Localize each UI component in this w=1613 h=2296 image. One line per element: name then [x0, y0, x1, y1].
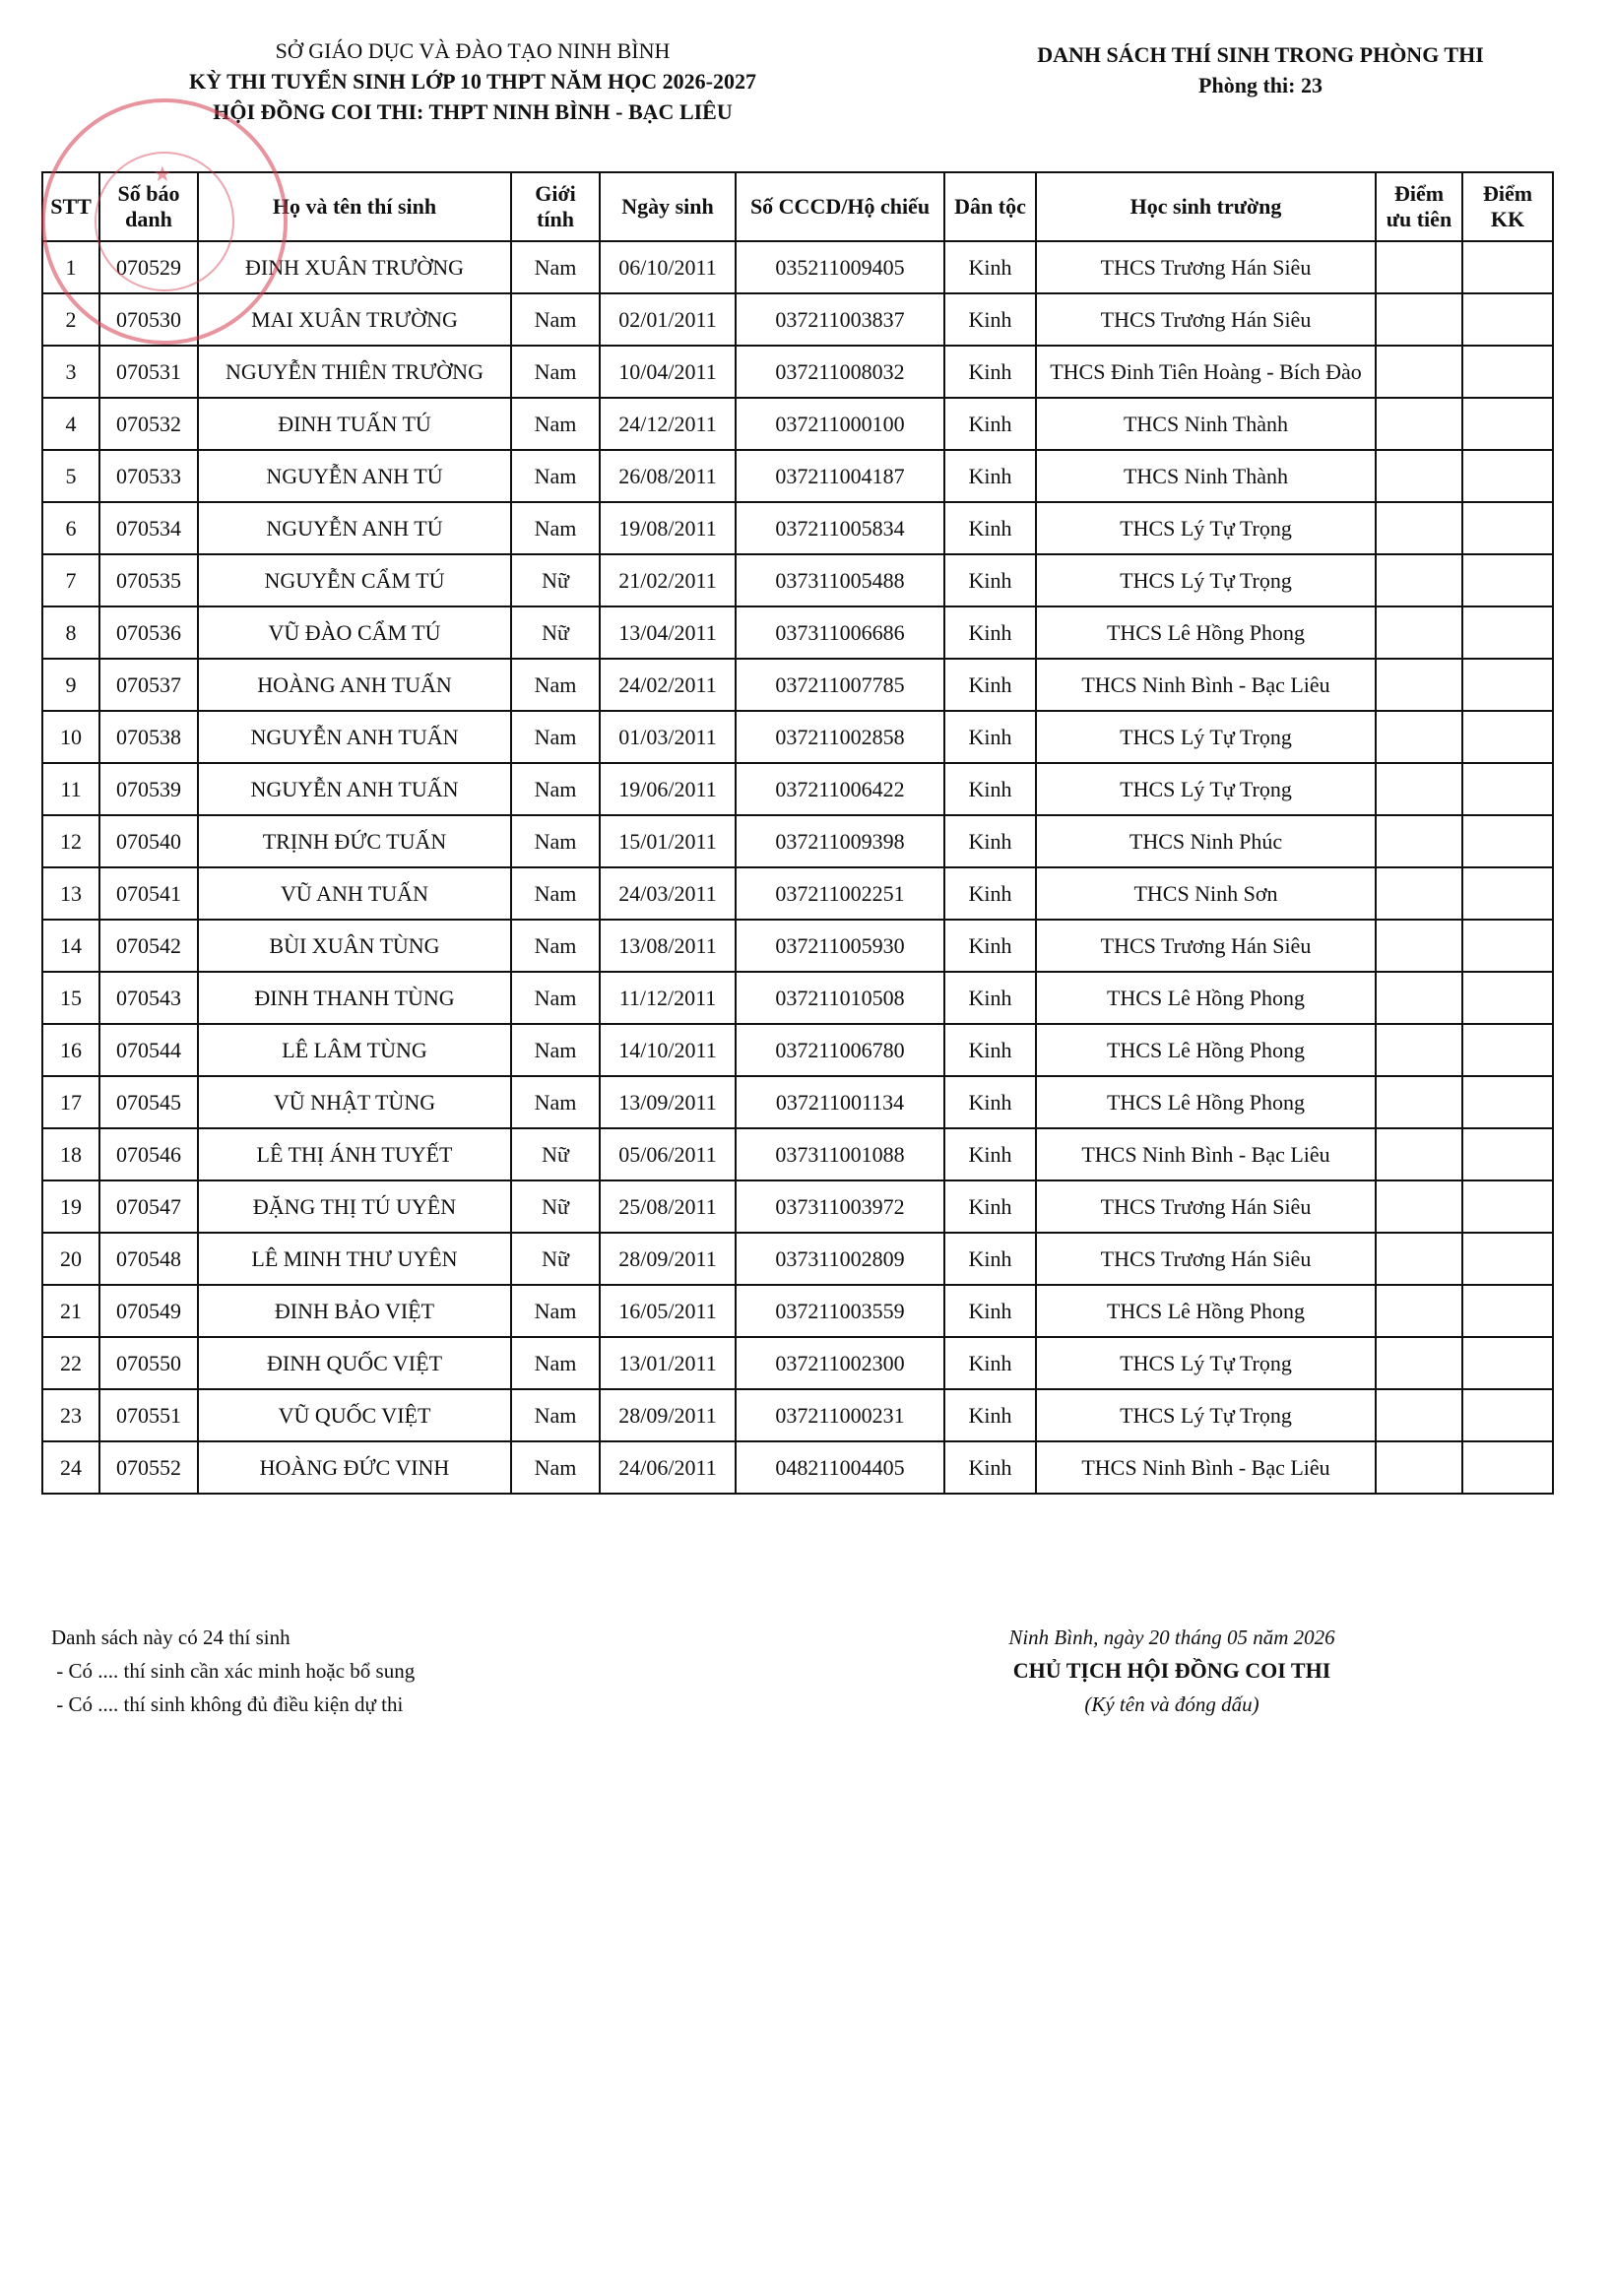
cell-stt: 8 [42, 606, 99, 659]
cell-school: THCS Lê Hồng Phong [1036, 1285, 1376, 1337]
cell-name: ĐINH XUÂN TRƯỜNG [198, 241, 511, 293]
cell-name: ĐẶNG THỊ TÚ UYÊN [198, 1180, 511, 1233]
cell-id: 037211005834 [736, 502, 944, 554]
cell-dob: 24/02/2011 [600, 659, 736, 711]
cell-ethnic: Kinh [944, 606, 1036, 659]
cell-id: 037211000231 [736, 1389, 944, 1441]
cell-stt: 12 [42, 815, 99, 867]
cell-ethnic: Kinh [944, 659, 1036, 711]
header-left [158, 35, 788, 127]
cell-name: HOÀNG ĐỨC VINH [198, 1441, 511, 1494]
cell-stt: 15 [42, 972, 99, 1024]
cell-school: THCS Ninh Thành [1036, 450, 1376, 502]
verification-note: - Có .... thí sinh cần xác minh hoặc bổ sung [51, 1659, 416, 1683]
cell-name: NGUYỄN CẨM TÚ [198, 554, 511, 606]
cell-gender: Nữ [511, 1128, 600, 1180]
cell-name: ĐINH THANH TÙNG [198, 972, 511, 1024]
cell-id: 037211001134 [736, 1076, 944, 1128]
cell-bonus [1462, 450, 1553, 502]
cell-bonus [1462, 711, 1553, 763]
header-right [985, 39, 1536, 100]
cell-name: BÙI XUÂN TÙNG [198, 920, 511, 972]
cell-dob: 11/12/2011 [600, 972, 736, 1024]
cell-ethnic: Kinh [944, 346, 1036, 398]
cell-ethnic: Kinh [944, 450, 1036, 502]
cell-ethnic: Kinh [944, 1389, 1036, 1441]
cell-id: 037211008032 [736, 346, 944, 398]
cell-id: 037211000100 [736, 398, 944, 450]
cell-bonus [1462, 1389, 1553, 1441]
cell-gender: Nam [511, 815, 600, 867]
cell-stt: 3 [42, 346, 99, 398]
cell-sbd: 070547 [99, 1180, 198, 1233]
table-row [42, 711, 1553, 763]
cell-dob: 13/01/2011 [600, 1337, 736, 1389]
cell-gender: Nam [511, 763, 600, 815]
cell-ethnic: Kinh [944, 1441, 1036, 1494]
room-number: Phòng thi: 23 [1198, 73, 1323, 97]
cell-gender: Nam [511, 293, 600, 346]
candidate-count: Danh sách này có 24 thí sinh [51, 1626, 290, 1649]
cell-priority [1376, 502, 1462, 554]
cell-dob: 24/03/2011 [600, 867, 736, 920]
cell-sbd: 070549 [99, 1285, 198, 1337]
cell-name: HOÀNG ANH TUẤN [198, 659, 511, 711]
cell-priority [1376, 1233, 1462, 1285]
cell-ethnic: Kinh [944, 920, 1036, 972]
cell-ethnic: Kinh [944, 554, 1036, 606]
cell-name: NGUYỄN ANH TUẤN [198, 763, 511, 815]
cell-sbd: 070551 [99, 1389, 198, 1441]
cell-stt: 20 [42, 1233, 99, 1285]
cell-gender: Nam [511, 1389, 600, 1441]
cell-bonus [1462, 763, 1553, 815]
cell-priority [1376, 1337, 1462, 1389]
cell-gender: Nam [511, 920, 600, 972]
cell-priority [1376, 606, 1462, 659]
cell-gender: Nam [511, 659, 600, 711]
cell-gender: Nam [511, 346, 600, 398]
cell-priority [1376, 1180, 1462, 1233]
cell-bonus [1462, 920, 1553, 972]
cell-name: NGUYỄN ANH TUẤN [198, 711, 511, 763]
cell-bonus [1462, 867, 1553, 920]
table-row [42, 659, 1553, 711]
cell-school: THCS Lý Tự Trọng [1036, 1389, 1376, 1441]
cell-name: VŨ QUỐC VIỆT [198, 1389, 511, 1441]
cell-gender: Nữ [511, 554, 600, 606]
cell-priority [1376, 1389, 1462, 1441]
cell-ethnic: Kinh [944, 1337, 1036, 1389]
cell-gender: Nam [511, 241, 600, 293]
table-row [42, 1233, 1553, 1285]
cell-gender: Nam [511, 450, 600, 502]
cell-dob: 16/05/2011 [600, 1285, 736, 1337]
cell-school: THCS Đinh Tiên Hoàng - Bích Đào [1036, 346, 1376, 398]
cell-sbd: 070552 [99, 1441, 198, 1494]
col-priority: Điểm ưu tiên [1376, 172, 1462, 241]
signer-role: CHỦ TỊCH HỘI ĐỒNG COI THI [1012, 1658, 1331, 1683]
cell-sbd: 070541 [99, 867, 198, 920]
cell-gender: Nam [511, 1076, 600, 1128]
cell-id: 037211003837 [736, 293, 944, 346]
cell-id: 037211005930 [736, 920, 944, 972]
table-row [42, 1441, 1553, 1494]
table-row [42, 920, 1553, 972]
col-sbd: Số báo danh [99, 172, 198, 241]
cell-bonus [1462, 398, 1553, 450]
cell-dob: 21/02/2011 [600, 554, 736, 606]
council-name: HỘI ĐỒNG COI THI: THPT NINH BÌNH - BẠC LIÊU [213, 99, 733, 124]
cell-stt: 4 [42, 398, 99, 450]
table-row [42, 972, 1553, 1024]
table-row [42, 1337, 1553, 1389]
cell-stt: 24 [42, 1441, 99, 1494]
cell-priority [1376, 1285, 1462, 1337]
cell-bonus [1462, 815, 1553, 867]
cell-ethnic: Kinh [944, 1024, 1036, 1076]
cell-school: THCS Trương Hán Siêu [1036, 241, 1376, 293]
table-row [42, 1076, 1553, 1128]
cell-id: 037311001088 [736, 1128, 944, 1180]
table-row [42, 606, 1553, 659]
place-date: Ninh Bình, ngày 20 tháng 05 năm 2026 [1008, 1626, 1335, 1649]
cell-dob: 26/08/2011 [600, 450, 736, 502]
cell-dob: 13/08/2011 [600, 920, 736, 972]
cell-dob: 19/06/2011 [600, 763, 736, 815]
cell-name: VŨ NHẬT TÙNG [198, 1076, 511, 1128]
cell-gender: Nữ [511, 606, 600, 659]
cell-stt: 19 [42, 1180, 99, 1233]
cell-school: THCS Ninh Bình - Bạc Liêu [1036, 659, 1376, 711]
cell-school: THCS Lê Hồng Phong [1036, 606, 1376, 659]
col-stt: STT [42, 172, 99, 241]
col-name: Họ và tên thí sinh [198, 172, 511, 241]
table-row [42, 763, 1553, 815]
cell-bonus [1462, 554, 1553, 606]
cell-school: THCS Lý Tự Trọng [1036, 763, 1376, 815]
cell-sbd: 070530 [99, 293, 198, 346]
department-name: SỞ GIÁO DỤC VÀ ĐÀO TẠO NINH BÌNH [275, 38, 671, 63]
cell-school: THCS Lê Hồng Phong [1036, 1024, 1376, 1076]
cell-id: 048211004405 [736, 1441, 944, 1494]
cell-dob: 01/03/2011 [600, 711, 736, 763]
cell-dob: 02/01/2011 [600, 293, 736, 346]
cell-name: LÊ THỊ ÁNH TUYẾT [198, 1128, 511, 1180]
cell-priority [1376, 398, 1462, 450]
cell-dob: 10/04/2011 [600, 346, 736, 398]
cell-gender: Nam [511, 1441, 600, 1494]
table-row [42, 1285, 1553, 1337]
cell-name: TRỊNH ĐỨC TUẤN [198, 815, 511, 867]
col-bonus: Điểm KK [1462, 172, 1553, 241]
cell-bonus [1462, 346, 1553, 398]
cell-id: 037211002858 [736, 711, 944, 763]
cell-name: ĐINH BẢO VIỆT [198, 1285, 511, 1337]
cell-bonus [1462, 659, 1553, 711]
col-school: Học sinh trường [1036, 172, 1376, 241]
cell-dob: 14/10/2011 [600, 1024, 736, 1076]
cell-stt: 18 [42, 1128, 99, 1180]
cell-priority [1376, 920, 1462, 972]
cell-id: 037211003559 [736, 1285, 944, 1337]
cell-priority [1376, 1441, 1462, 1494]
table-row [42, 815, 1553, 867]
cell-id: 037211002251 [736, 867, 944, 920]
cell-bonus [1462, 1180, 1553, 1233]
cell-priority [1376, 450, 1462, 502]
cell-school: THCS Ninh Sơn [1036, 867, 1376, 920]
cell-priority [1376, 554, 1462, 606]
table-row [42, 450, 1553, 502]
cell-dob: 28/09/2011 [600, 1389, 736, 1441]
cell-school: THCS Trương Hán Siêu [1036, 920, 1376, 972]
cell-id: 037211006422 [736, 763, 944, 815]
cell-dob: 13/09/2011 [600, 1076, 736, 1128]
cell-stt: 10 [42, 711, 99, 763]
cell-id: 037211010508 [736, 972, 944, 1024]
cell-dob: 28/09/2011 [600, 1233, 736, 1285]
cell-gender: Nữ [511, 1180, 600, 1233]
table-row [42, 293, 1553, 346]
ineligible-note: - Có .... thí sinh không đủ điều kiện dự thi [51, 1692, 404, 1716]
cell-ethnic: Kinh [944, 241, 1036, 293]
cell-bonus [1462, 241, 1553, 293]
cell-id: 037211009398 [736, 815, 944, 867]
exam-name: KỲ THI TUYỂN SINH LỚP 10 THPT NĂM HỌC 2026-2027 [189, 69, 756, 94]
cell-stt: 16 [42, 1024, 99, 1076]
cell-school: THCS Lý Tự Trọng [1036, 711, 1376, 763]
cell-gender: Nam [511, 711, 600, 763]
cell-sbd: 070539 [99, 763, 198, 815]
cell-school: THCS Lý Tự Trọng [1036, 554, 1376, 606]
cell-stt: 7 [42, 554, 99, 606]
table-row [42, 1128, 1553, 1180]
cell-gender: Nam [511, 1024, 600, 1076]
cell-sbd: 070531 [99, 346, 198, 398]
cell-gender: Nữ [511, 1233, 600, 1285]
cell-stt: 9 [42, 659, 99, 711]
cell-priority [1376, 867, 1462, 920]
cell-id: 037211006780 [736, 1024, 944, 1076]
cell-priority [1376, 659, 1462, 711]
table-row [42, 502, 1553, 554]
cell-ethnic: Kinh [944, 1076, 1036, 1128]
cell-id: 037211002300 [736, 1337, 944, 1389]
cell-sbd: 070537 [99, 659, 198, 711]
cell-school: THCS Trương Hán Siêu [1036, 1180, 1376, 1233]
cell-sbd: 070533 [99, 450, 198, 502]
cell-sbd: 070544 [99, 1024, 198, 1076]
cell-bonus [1462, 293, 1553, 346]
cell-name: NGUYỄN THIÊN TRƯỜNG [198, 346, 511, 398]
cell-gender: Nam [511, 398, 600, 450]
cell-school: THCS Trương Hán Siêu [1036, 293, 1376, 346]
table-row [42, 867, 1553, 920]
cell-sbd: 070540 [99, 815, 198, 867]
cell-stt: 14 [42, 920, 99, 972]
cell-ethnic: Kinh [944, 711, 1036, 763]
cell-stt: 23 [42, 1389, 99, 1441]
cell-bonus [1462, 1285, 1553, 1337]
cell-sbd: 070536 [99, 606, 198, 659]
cell-dob: 24/12/2011 [600, 398, 736, 450]
cell-name: ĐINH QUỐC VIỆT [198, 1337, 511, 1389]
candidate-table [41, 171, 1554, 1495]
cell-stt: 22 [42, 1337, 99, 1389]
cell-bonus [1462, 606, 1553, 659]
cell-ethnic: Kinh [944, 815, 1036, 867]
table-body [42, 241, 1553, 1494]
cell-dob: 19/08/2011 [600, 502, 736, 554]
cell-name: ĐINH TUẤN TÚ [198, 398, 511, 450]
cell-gender: Nam [511, 1337, 600, 1389]
cell-school: THCS Lê Hồng Phong [1036, 1076, 1376, 1128]
table-row [42, 554, 1553, 606]
cell-sbd: 070543 [99, 972, 198, 1024]
cell-gender: Nam [511, 1285, 600, 1337]
cell-bonus [1462, 1128, 1553, 1180]
cell-stt: 11 [42, 763, 99, 815]
cell-name: VŨ ANH TUẤN [198, 867, 511, 920]
cell-dob: 15/01/2011 [600, 815, 736, 867]
cell-ethnic: Kinh [944, 293, 1036, 346]
col-dob: Ngày sinh [600, 172, 736, 241]
cell-bonus [1462, 1337, 1553, 1389]
cell-school: THCS Lý Tự Trọng [1036, 1337, 1376, 1389]
cell-name: LÊ MINH THƯ UYÊN [198, 1233, 511, 1285]
star-icon: ★ [153, 161, 172, 186]
table-row [42, 398, 1553, 450]
cell-ethnic: Kinh [944, 1285, 1036, 1337]
cell-sbd: 070542 [99, 920, 198, 972]
cell-dob: 24/06/2011 [600, 1441, 736, 1494]
cell-sbd: 070532 [99, 398, 198, 450]
col-gender: Giới tính [511, 172, 600, 241]
cell-ethnic: Kinh [944, 1128, 1036, 1180]
cell-id: 037311005488 [736, 554, 944, 606]
cell-dob: 06/10/2011 [600, 241, 736, 293]
cell-sbd: 070550 [99, 1337, 198, 1389]
cell-priority [1376, 1128, 1462, 1180]
cell-sbd: 070535 [99, 554, 198, 606]
cell-name: NGUYỄN ANH TÚ [198, 450, 511, 502]
cell-ethnic: Kinh [944, 867, 1036, 920]
cell-id: 037311003972 [736, 1180, 944, 1233]
cell-priority [1376, 346, 1462, 398]
table-header-row [42, 172, 1553, 241]
cell-sbd: 070538 [99, 711, 198, 763]
table-row [42, 1180, 1553, 1233]
document-title: DANH SÁCH THÍ SINH TRONG PHÒNG THI [1037, 42, 1484, 67]
cell-ethnic: Kinh [944, 763, 1036, 815]
cell-name: MAI XUÂN TRƯỜNG [198, 293, 511, 346]
cell-sbd: 070548 [99, 1233, 198, 1285]
cell-id: 037211007785 [736, 659, 944, 711]
cell-bonus [1462, 972, 1553, 1024]
cell-school: THCS Ninh Thành [1036, 398, 1376, 450]
cell-dob: 25/08/2011 [600, 1180, 736, 1233]
cell-gender: Nam [511, 972, 600, 1024]
cell-school: THCS Lý Tự Trọng [1036, 502, 1376, 554]
cell-bonus [1462, 1024, 1553, 1076]
table-row [42, 1389, 1553, 1441]
cell-id: 035211009405 [736, 241, 944, 293]
cell-ethnic: Kinh [944, 398, 1036, 450]
cell-ethnic: Kinh [944, 1180, 1036, 1233]
cell-ethnic: Kinh [944, 972, 1036, 1024]
cell-school: THCS Ninh Bình - Bạc Liêu [1036, 1128, 1376, 1180]
cell-gender: Nam [511, 867, 600, 920]
cell-dob: 05/06/2011 [600, 1128, 736, 1180]
cell-priority [1376, 763, 1462, 815]
cell-sbd: 070546 [99, 1128, 198, 1180]
cell-stt: 6 [42, 502, 99, 554]
cell-ethnic: Kinh [944, 1233, 1036, 1285]
cell-priority [1376, 815, 1462, 867]
cell-school: THCS Trương Hán Siêu [1036, 1233, 1376, 1285]
sign-note: (Ký tên và đóng dấu) [1084, 1692, 1259, 1716]
cell-stt: 21 [42, 1285, 99, 1337]
footer-signature [867, 1621, 1477, 1721]
cell-bonus [1462, 1441, 1553, 1494]
table-row [42, 241, 1553, 293]
cell-name: NGUYỄN ANH TÚ [198, 502, 511, 554]
col-id: Số CCCD/Hộ chiếu [736, 172, 944, 241]
cell-priority [1376, 711, 1462, 763]
cell-bonus [1462, 1233, 1553, 1285]
cell-gender: Nam [511, 502, 600, 554]
cell-priority [1376, 293, 1462, 346]
col-ethnic: Dân tộc [944, 172, 1036, 241]
cell-priority [1376, 972, 1462, 1024]
table-row [42, 346, 1553, 398]
cell-stt: 5 [42, 450, 99, 502]
cell-name: VŨ ĐÀO CẨM TÚ [198, 606, 511, 659]
table-row [42, 1024, 1553, 1076]
cell-sbd: 070529 [99, 241, 198, 293]
cell-priority [1376, 1076, 1462, 1128]
cell-stt: 2 [42, 293, 99, 346]
cell-id: 037311002809 [736, 1233, 944, 1285]
cell-school: THCS Lê Hồng Phong [1036, 972, 1376, 1024]
footer-summary [51, 1621, 415, 1721]
cell-school: THCS Ninh Phúc [1036, 815, 1376, 867]
cell-bonus [1462, 1076, 1553, 1128]
cell-stt: 17 [42, 1076, 99, 1128]
cell-id: 037211004187 [736, 450, 944, 502]
cell-dob: 13/04/2011 [600, 606, 736, 659]
cell-id: 037311006686 [736, 606, 944, 659]
cell-sbd: 070534 [99, 502, 198, 554]
cell-stt: 13 [42, 867, 99, 920]
cell-priority [1376, 1024, 1462, 1076]
cell-ethnic: Kinh [944, 502, 1036, 554]
cell-bonus [1462, 502, 1553, 554]
cell-school: THCS Ninh Bình - Bạc Liêu [1036, 1441, 1376, 1494]
cell-priority [1376, 241, 1462, 293]
cell-sbd: 070545 [99, 1076, 198, 1128]
cell-stt: 1 [42, 241, 99, 293]
cell-name: LÊ LÂM TÙNG [198, 1024, 511, 1076]
